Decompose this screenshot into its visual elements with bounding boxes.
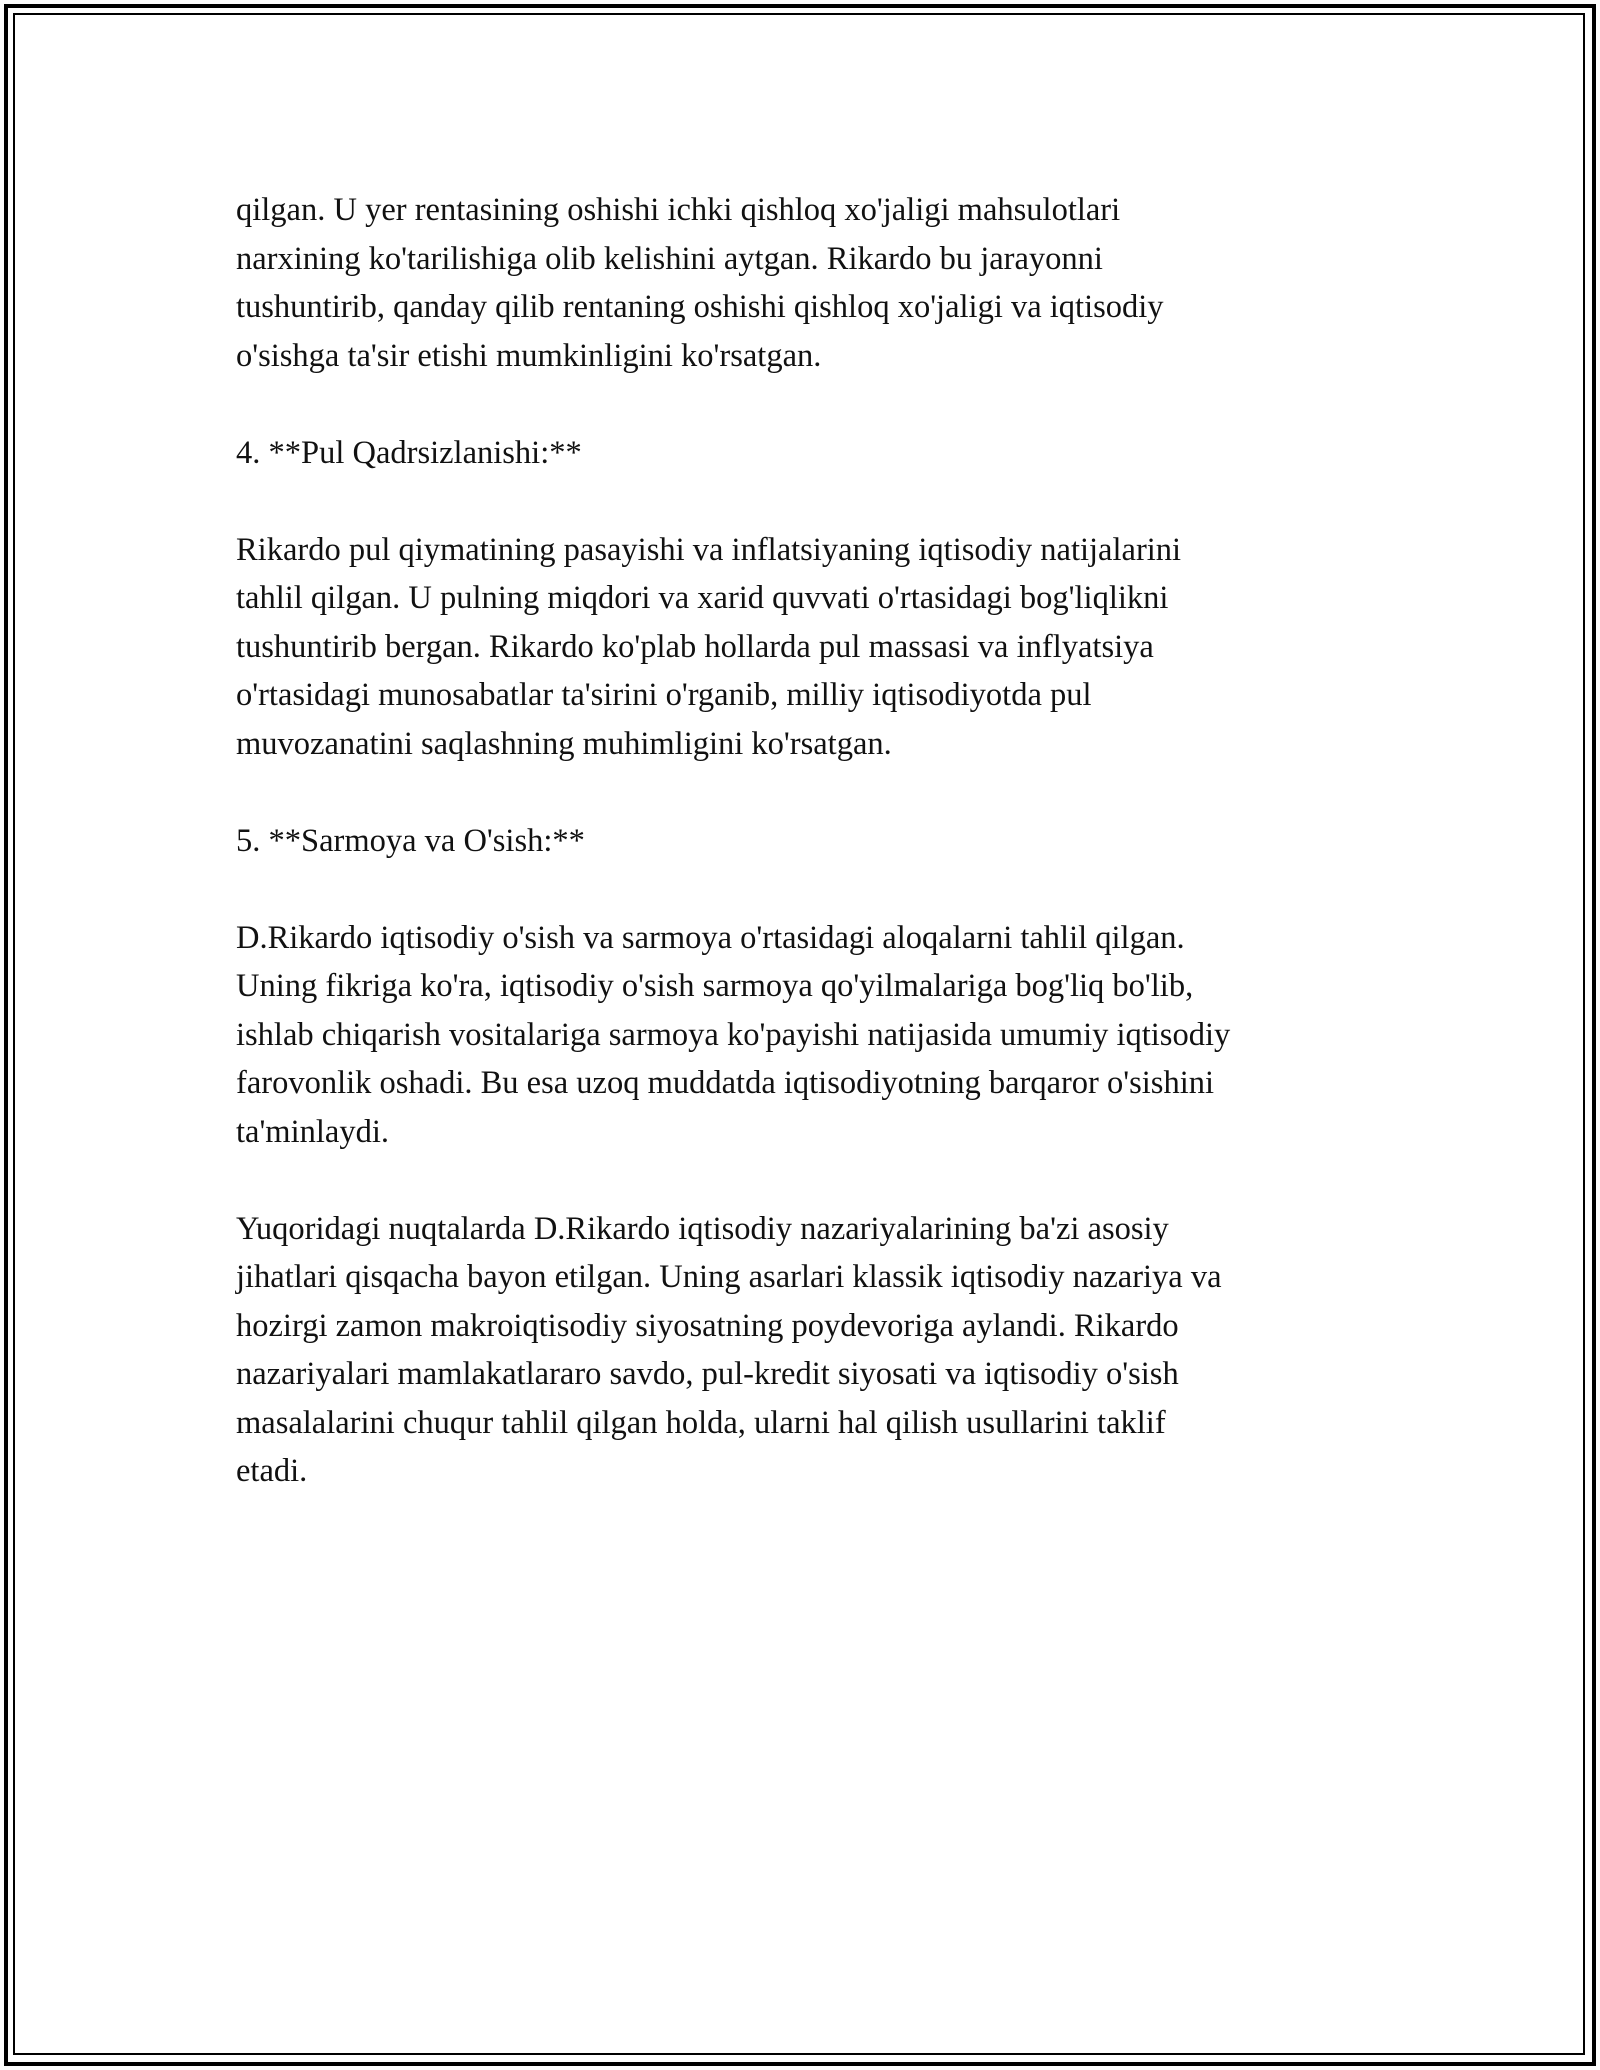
paragraph-inflation: Rikardo pul qiymatining pasayishi va inflatsiyaning iqtisodiy natijalarini tahlil qilgan. U pulning miqdori va xarid quvvati o'rtasidagi bog'liqlikni tushuntirib bergan. Rikardo ko'plab hollarda pul massasi va inflyatsiya o'rtasidagi munosabatlar ta'sirini o'rganib, milliy iqtisodiyotda pul muvozanatini saqlashning muhimligini ko'rsatgan. [236, 531, 1182, 762]
document-body [236, 186, 1376, 1544]
paragraph-conclusion: Yuqoridagi nuqtalarda D.Rikardo iqtisodiy nazariyalarining ba'zi asosiy jihatlari qisqacha bayon etilgan. Uning asarlari klassik iqtisodiy nazariya va hozirgi zamon makroiqtisodiy siyosatning poydevoriga aylandi. Rikardo nazariyalari mamlakatlararo savdo, pul-kredit siyosati va iqtisodiy o'sish masalalarini chuqur tahlil qilgan holda, ularni hal qilish usullarini taklif etadi. [236, 1210, 1222, 1489]
paragraph-investment-growth: D.Rikardo iqtisodiy o'sish va sarmoya o'rtasidagi aloqalarni tahlil qilgan. Uning fikriga ko'ra, iqtisodiy o'sish sarmoya qo'yilmalariga bog'liq bo'lib, ishlab chiqarish vositalariga sarmoya ko'payishi natijasida umumiy iqtisodiy farovonlik oshadi. Bu esa uzoq muddatda iqtisodiyotning barqaror o'sishini ta'minlaydi. [236, 919, 1231, 1150]
paragraph-rent-continuation: qilgan. U yer rentasining oshishi ichki qishloq xo'jaligi mahsulotlari narxining ko'tarilishiga olib kelishini aytgan. Rikardo bu jarayonni tushuntirib, qanday qilib rentaning oshishi qishloq xo'jaligi va iqtisodiy o'sishga ta'sir etishi mumkinligini ko'rsatgan. [236, 192, 1164, 374]
heading-pul-qadrsizlanishi: 4. **Pul Qadrsizlanishi:** [236, 434, 582, 471]
heading-sarmoya-va-osish: 5. **Sarmoya va O'sish:** [236, 822, 585, 859]
